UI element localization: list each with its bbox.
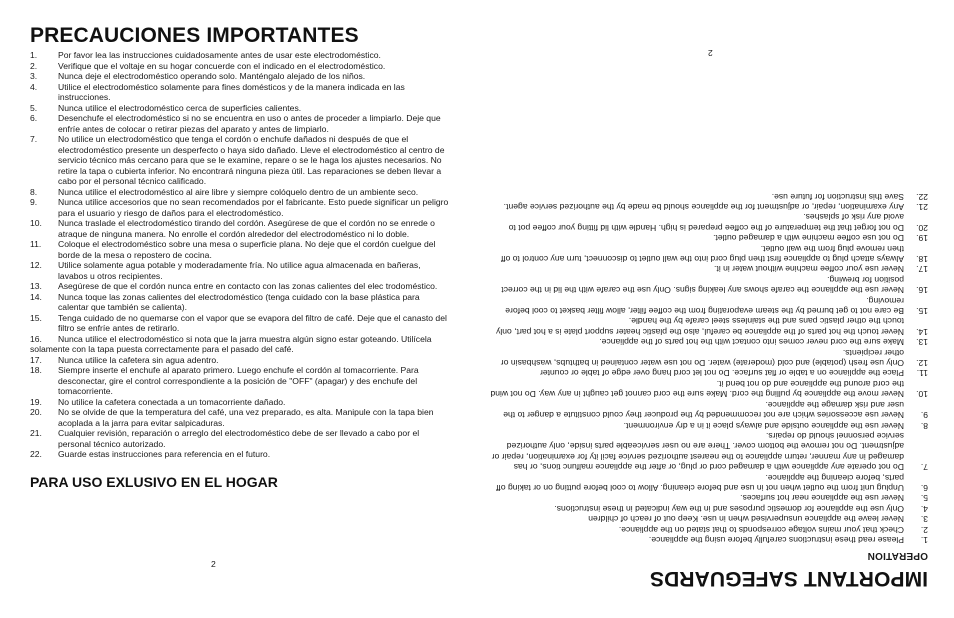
item-number: 14. bbox=[916, 326, 928, 337]
list-item bbox=[30, 334, 450, 355]
item-number: 5. bbox=[30, 102, 38, 113]
list-item bbox=[490, 399, 928, 420]
list-item bbox=[490, 316, 928, 337]
item-number: 6. bbox=[30, 113, 38, 123]
list-item bbox=[30, 449, 450, 460]
item-number: 16. bbox=[30, 333, 42, 344]
item-text: No se olvide de que la temperatura del café, una vez preparado, es alta. Manipule con la tapa bien acoplada a la jarra para evitar salpicaduras. bbox=[58, 407, 434, 428]
item-number: 22. bbox=[916, 191, 928, 202]
list-item bbox=[30, 134, 450, 187]
item-number: 3. bbox=[30, 71, 38, 81]
section-heading: OPERATION bbox=[867, 550, 928, 561]
list-item bbox=[30, 260, 450, 281]
list-item bbox=[490, 243, 928, 264]
list-item bbox=[490, 524, 928, 534]
item-text: Utilice el electrodoméstico solamente para fines domésticos y de la manera indicada en las instrucciones. bbox=[58, 81, 405, 102]
list-item bbox=[490, 431, 928, 473]
item-number: 12. bbox=[916, 358, 928, 369]
item-text: Do not forget that the temperature of the coffee prepared is high. Handle with lid fitting your coffee pot to avoid any risk of splashes. bbox=[508, 212, 904, 233]
item-number: 10. bbox=[916, 389, 928, 400]
item-text: Only use fresh (potable) and cold (moderate) water. Do not use water contained in bathtubs, washbasin or other recipients. bbox=[500, 347, 904, 369]
item-text: Nunca utilice la cafetera sin agua adentro. bbox=[58, 354, 219, 365]
list-item bbox=[490, 264, 928, 274]
list-item bbox=[490, 472, 928, 493]
item-number: 7. bbox=[30, 134, 38, 144]
item-text: Asegúrese de que el cordón nunca entre en contacto con las zonas calientes del elec trodoméstico. bbox=[58, 281, 438, 291]
page-title: PRECAUCIONES IMPORTANTES bbox=[30, 24, 359, 47]
item-text: Never use the appliance outside and always place it in a dry environment. bbox=[623, 420, 904, 431]
item-text: No utilice la cafetera conectada a un tomacorriente dañado. bbox=[58, 396, 286, 407]
item-number: 2. bbox=[30, 60, 38, 71]
item-number: 8. bbox=[920, 420, 928, 431]
item-text: Place the appliance on a table or flat surface. Do not let cord hang over edge of table or counter bbox=[539, 368, 904, 379]
item-text: Tenga cuidado de no quemarse con el vapor que se evapora del filtro de café. Deje que el canasto del filtro se enfríe antes de retirarlo. bbox=[58, 312, 447, 333]
safeguards-list bbox=[30, 50, 450, 460]
item-text: Nunca utilice el electrodoméstico al aire libre y siempre colóquelo dentro de un ambiente seco. bbox=[58, 186, 419, 197]
list-item bbox=[30, 281, 450, 292]
list-item bbox=[490, 212, 928, 233]
item-number: 10. bbox=[30, 218, 42, 228]
item-number: 15. bbox=[30, 312, 42, 323]
item-text: Make sure the cord never comes into contact with the hot parts of the appliance. bbox=[599, 337, 904, 348]
item-text: Unplug unit from the outlet when not in use and before cleaning. Allow to cool before putting on or taking off parts, before cleaning the appliance. bbox=[496, 472, 904, 493]
item-text: Verifique que el voltaje en su hogar concuerde con el indicado en el electrodoméstico. bbox=[58, 60, 386, 71]
list-item bbox=[30, 113, 450, 134]
list-item bbox=[30, 355, 450, 366]
item-number: 9. bbox=[30, 197, 38, 207]
item-text: Check that your mains voltage corresponds to that stated on the appliance. bbox=[618, 524, 904, 535]
list-item bbox=[490, 493, 928, 503]
item-number: 12. bbox=[30, 260, 42, 270]
item-text: Nunca utilice el electrodoméstico si nota que la jarra muestra algún signo estar goteando. Utilícela solamente con la tapa puesta correctamente para el pasado del café. bbox=[30, 333, 432, 354]
item-text: Cualquier revisión, reparación o arreglo del electrodoméstico debe de ser llevado a cabo por el personal técnico autorizado. bbox=[58, 428, 420, 449]
list-item bbox=[490, 347, 928, 368]
item-text: Never use accessories which are not recommended by the producer they could constitute a danger to the user and risk damage the appliance. bbox=[503, 399, 904, 421]
item-number: 17. bbox=[916, 264, 928, 275]
item-number: 20. bbox=[916, 222, 928, 233]
list-item bbox=[30, 407, 450, 428]
item-number: 18. bbox=[30, 365, 42, 375]
list-item bbox=[30, 239, 450, 260]
item-text: Any examination, repair, or adjustment for the appliance should be made by the authorized service agent. bbox=[503, 202, 904, 212]
item-number: 9. bbox=[920, 410, 928, 421]
item-text: Be care not to get burned by the steam evaporating from the coffee filter, allow filter basket to cool before removing. bbox=[505, 295, 904, 317]
item-text: Never touch the hot parts of the appliance be careful, also the plastic heater support plate is a hot part, only touch the other plastic pans and the stainless steel carafe by the handle. bbox=[496, 316, 904, 337]
item-text: Desenchufe el electrodoméstico si no se encuentra en uso o antes de proceder a limpiarlo. Deje que enfríe antes de colocar o retirar piezas del aparato y antes de limpiarlo. bbox=[58, 113, 441, 134]
item-text: Nunca deje el electrodoméstico operando solo. Manténgalo alejado de los niños. bbox=[58, 71, 366, 81]
list-item bbox=[30, 292, 450, 313]
item-text: Never use the appliance the carafe shows any leaking signs. Only use the carafe with the lid in the correct position for brewing. bbox=[501, 274, 904, 296]
list-item bbox=[490, 274, 928, 295]
item-number: 20. bbox=[30, 407, 42, 417]
list-item bbox=[490, 420, 928, 430]
list-item bbox=[490, 535, 928, 545]
item-text: Nunca utilice el electrodoméstico cerca de superficies calientes. bbox=[58, 102, 302, 113]
item-text: No utilice un electrodoméstico que tenga el cordón o enchufe dañados ni después de que el electrodoméstico presente un desperfecto o haya sido dañado. Lleve el electrodoméstico al centro de servicio técnico más cercano para que se le examine, repare o se le haga los ajustes necesarios. No retire la tapa o cubierta inferior. No encontrará ninguna pieza útil. Las reparaciones se deben llevar a cabo por el personal técnico calificado. bbox=[58, 134, 445, 186]
list-item bbox=[30, 397, 450, 408]
item-text: Always attach plug to appliance first then plug cord into the wall outlet to disconnect, turn any control to off then remove plug from the wall outlet. bbox=[500, 243, 904, 265]
item-number: 19. bbox=[30, 396, 42, 407]
item-text: Do not use coffee machine with a damaged outlet. bbox=[713, 233, 904, 244]
item-number: 5. bbox=[920, 493, 928, 504]
item-text: Never move the appliance by pulling the cord. Make sure the cord cannot get caught in any way. Do not wind the cord around the appliance and do not bend it. bbox=[490, 378, 904, 400]
item-number: 13. bbox=[30, 281, 42, 291]
item-number: 1. bbox=[920, 535, 928, 545]
list-item bbox=[490, 514, 928, 524]
item-number: 11. bbox=[30, 239, 42, 249]
list-item bbox=[30, 61, 450, 72]
list-item bbox=[30, 365, 450, 397]
list-item bbox=[30, 50, 450, 61]
item-text: Nunca traslade el electrodoméstico tirando del cordón. Asegúrese de que el cordón no se enrede o atraque de ninguna manera. No enrolle el cordón alrededor del electrodoméstico ni lo doble. bbox=[58, 218, 435, 239]
item-text: Utilice solamente agua potable y moderadamente fría. No utilice agua almacenada en bañeras, lavabos u otros recipientes. bbox=[58, 260, 421, 281]
list-item bbox=[30, 218, 450, 239]
item-number: 7. bbox=[920, 462, 928, 473]
list-item bbox=[490, 503, 928, 513]
item-number: 22. bbox=[30, 449, 42, 459]
item-number: 16. bbox=[916, 285, 928, 296]
item-number: 21. bbox=[916, 202, 928, 212]
item-number: 4. bbox=[920, 503, 928, 514]
list-item bbox=[490, 233, 928, 243]
item-number: 13. bbox=[916, 337, 928, 348]
item-text: Do not operate any appliance with a damaged cord or plug, or after the appliance malfunc tions, or has damaged in any manner, return appliance to the nearest authorized service facil ity for examination, repair or adjustment. Do not remove the bottom cover. There are no user serviceable parts inside, only authorized service personnel should do repairs. bbox=[491, 430, 904, 473]
item-number: 2. bbox=[920, 524, 928, 535]
item-number: 17. bbox=[30, 354, 42, 365]
item-text: Save this instruction for future use. bbox=[771, 191, 904, 202]
list-item bbox=[30, 82, 450, 103]
list-item bbox=[30, 428, 450, 449]
item-text: Never leave the appliance unsupervised when in use. Keep out of reach of children bbox=[588, 514, 904, 525]
item-text: Never use the appliance near hot surfaces. bbox=[740, 493, 904, 504]
item-number: 14. bbox=[30, 291, 42, 302]
item-number: 8. bbox=[30, 186, 38, 197]
english-page-upside-down bbox=[490, 20, 928, 590]
page-number: 2 bbox=[211, 559, 216, 569]
item-number: 6. bbox=[920, 482, 928, 493]
item-number: 21. bbox=[30, 428, 42, 438]
spanish-page bbox=[30, 24, 450, 490]
item-text: Never use your coffee machine without water in it. bbox=[714, 264, 904, 275]
item-number: 15. bbox=[916, 306, 928, 317]
safeguards-list bbox=[490, 191, 928, 545]
list-item bbox=[490, 379, 928, 400]
item-number: 3. bbox=[920, 514, 928, 525]
item-number: 18. bbox=[916, 254, 928, 265]
list-item bbox=[30, 103, 450, 114]
list-item bbox=[490, 202, 928, 212]
list-item bbox=[490, 368, 928, 378]
item-number: 4. bbox=[30, 81, 38, 92]
list-item bbox=[30, 187, 450, 198]
list-item bbox=[490, 337, 928, 347]
item-text: Nunca toque las zonas calientes del electrodoméstico (tenga cuidado con la base plástica para calentar que también se calienta). bbox=[58, 291, 420, 312]
list-item bbox=[30, 313, 450, 334]
list-item bbox=[30, 71, 450, 82]
item-number: 11. bbox=[916, 368, 928, 379]
item-number: 19. bbox=[916, 233, 928, 244]
item-text: Guarde estas instrucciones para referencia en el futuro. bbox=[58, 449, 271, 459]
item-text: Coloque el electrodoméstico sobre una mesa o superficie plana. No deje que el cordón cuelgue del borde de la mesa o repostero de cocina. bbox=[58, 239, 436, 260]
list-item bbox=[490, 191, 928, 201]
item-text: Only use the appliance for domestic purposes and in the way indicated in these instructions. bbox=[554, 503, 904, 514]
list-item bbox=[490, 295, 928, 316]
item-number: 1. bbox=[30, 50, 38, 60]
page-number: 2 bbox=[708, 48, 713, 58]
item-text: Por favor lea las instrucciones cuidadosamente antes de usar este electrodoméstico. bbox=[58, 50, 381, 60]
item-text: Siempre inserte el enchufe al aparato primero. Luego enchufe el cordón al tomacorriente. Para desconectar, gire el control correspondiente a la posición de "OFF" (apagar) y des enchufe del tomacorriente. bbox=[58, 365, 419, 396]
item-text: Nunca utilice accesorios que no sean recomendados por el fabricante. Esto puede significar un peligro para el usuario y riesgo de daños para el electrodoméstico. bbox=[58, 197, 449, 218]
item-text: Please read these instructions carefully before using the appliance. bbox=[648, 535, 904, 545]
household-use-heading: PARA USO EXLUSIVO EN EL HOGAR bbox=[30, 473, 278, 490]
page-title: IMPORTANT SAFEGUARDS bbox=[649, 567, 928, 590]
list-item bbox=[30, 197, 450, 218]
